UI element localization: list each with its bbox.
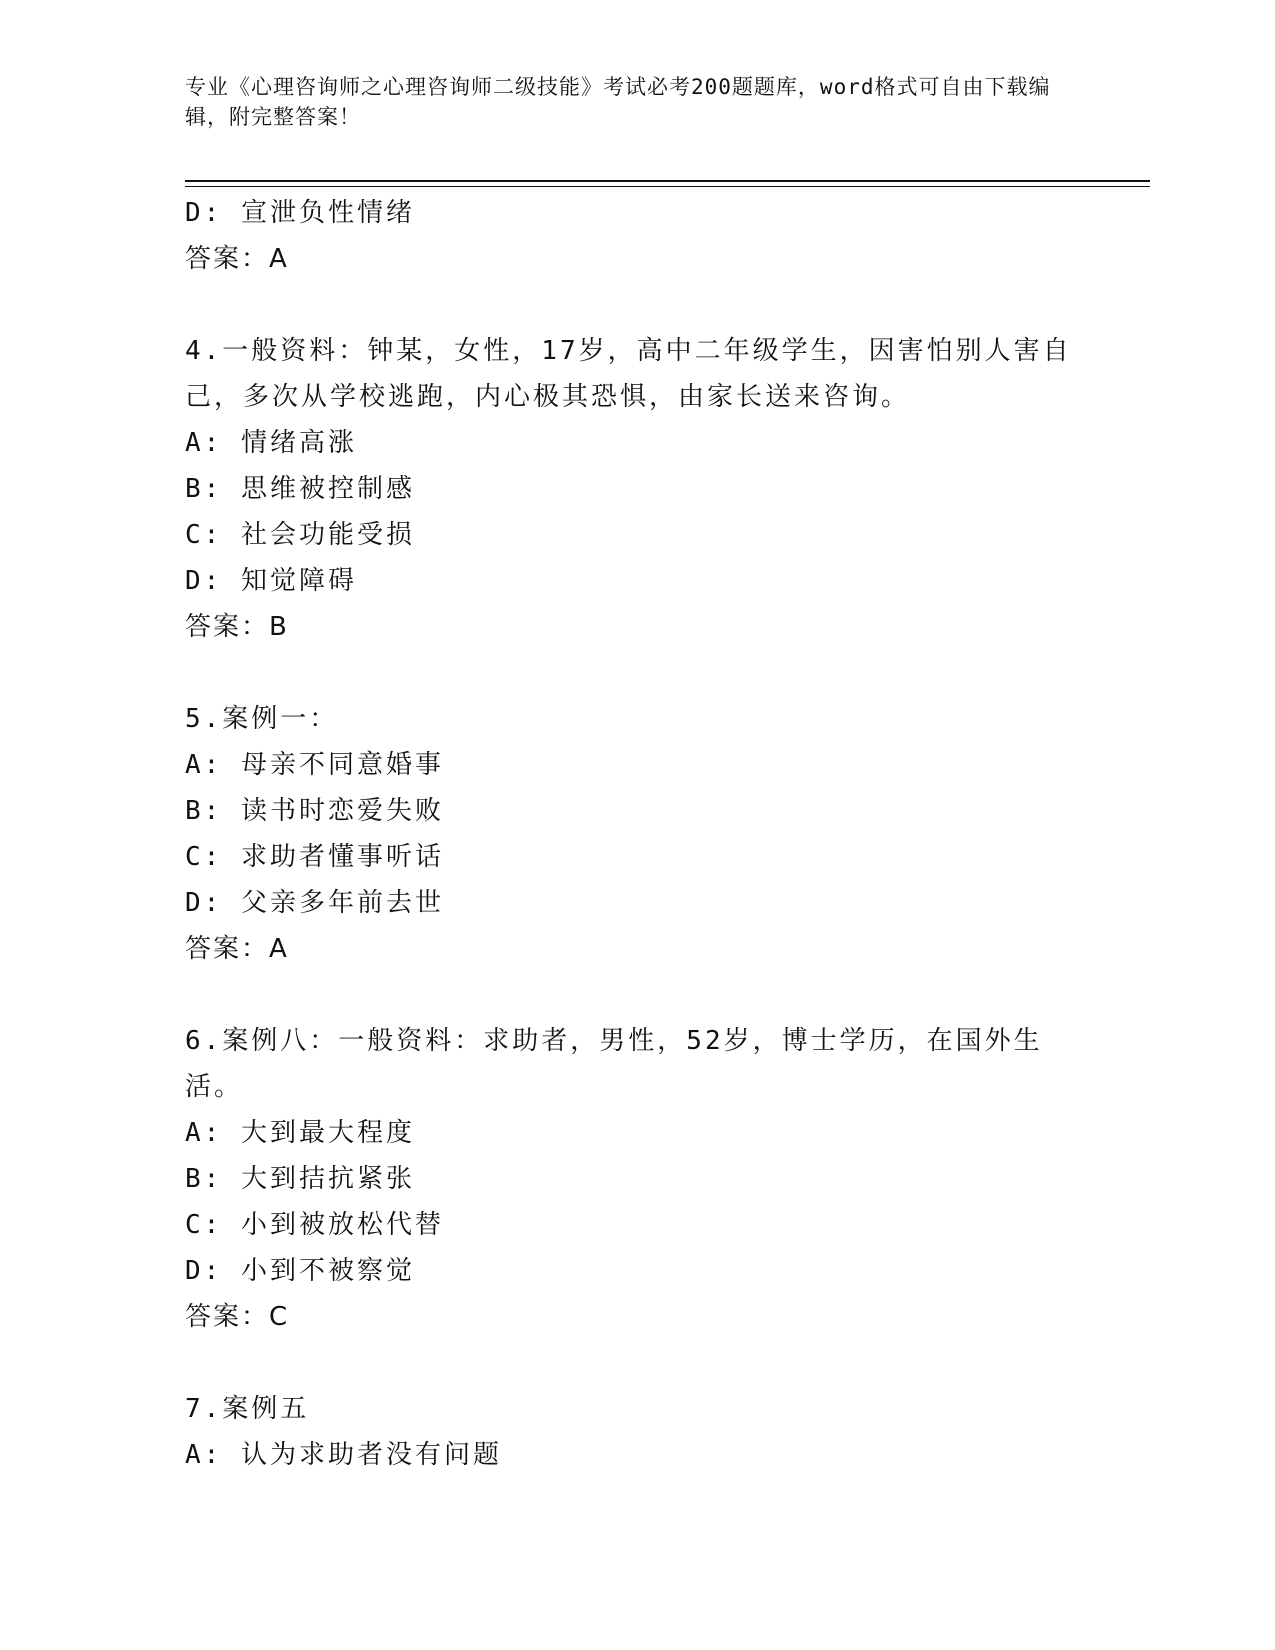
option-a: A: 认为求助者没有问题: [185, 1440, 502, 1470]
option-d: D: 父亲多年前去世: [185, 888, 444, 918]
header-divider-thin: [185, 186, 1150, 187]
option-c: C: 社会功能受损: [185, 520, 415, 550]
question-list: [185, 190, 1085, 1478]
header-divider-thick: [185, 180, 1150, 182]
answer-line: 答案：C: [185, 1302, 290, 1332]
option-d: D: 宣泄负性情绪: [185, 198, 415, 228]
option-d: D: 知觉障碍: [185, 566, 357, 596]
question-stem: 4.一般资料：钟某，女性，17岁，高中二年级学生，因害怕别人害自己，多次从学校逃跑，内心极其恐惧，由家长送来咨询。: [185, 336, 1072, 412]
option-c: C: 小到被放松代替: [185, 1210, 444, 1240]
option-c: C: 求助者懂事听话: [185, 842, 444, 872]
answer-line: 答案：B: [185, 612, 289, 642]
question-6: [185, 1018, 1085, 1340]
document-header: 专业《心理咨询师之心理咨询师二级技能》考试必考200题题库，word格式可自由下载编辑，附完整答案！: [185, 75, 1051, 129]
option-b: B: 读书时恋爱失败: [185, 796, 444, 826]
answer-line: 答案：A: [185, 244, 289, 274]
option-a: A: 大到最大程度: [185, 1118, 415, 1148]
option-d: D: 小到不被察觉: [185, 1256, 415, 1286]
question-7: [185, 1386, 1085, 1478]
question-stem: 6.案例八：一般资料：求助者，男性，52岁，博士学历，在国外生活。: [185, 1026, 1043, 1102]
option-b: B: 大到拮抗紧张: [185, 1164, 415, 1194]
option-a: A: 母亲不同意婚事: [185, 750, 444, 780]
option-a: A: 情绪高涨: [185, 428, 357, 458]
question-stem: 5.案例一：: [185, 704, 339, 734]
answer-line: 答案：A: [185, 934, 289, 964]
question-stem: 7.案例五: [185, 1394, 310, 1424]
question-4: [185, 328, 1085, 650]
question-5: [185, 696, 1085, 972]
option-b: B: 思维被控制感: [185, 474, 415, 504]
